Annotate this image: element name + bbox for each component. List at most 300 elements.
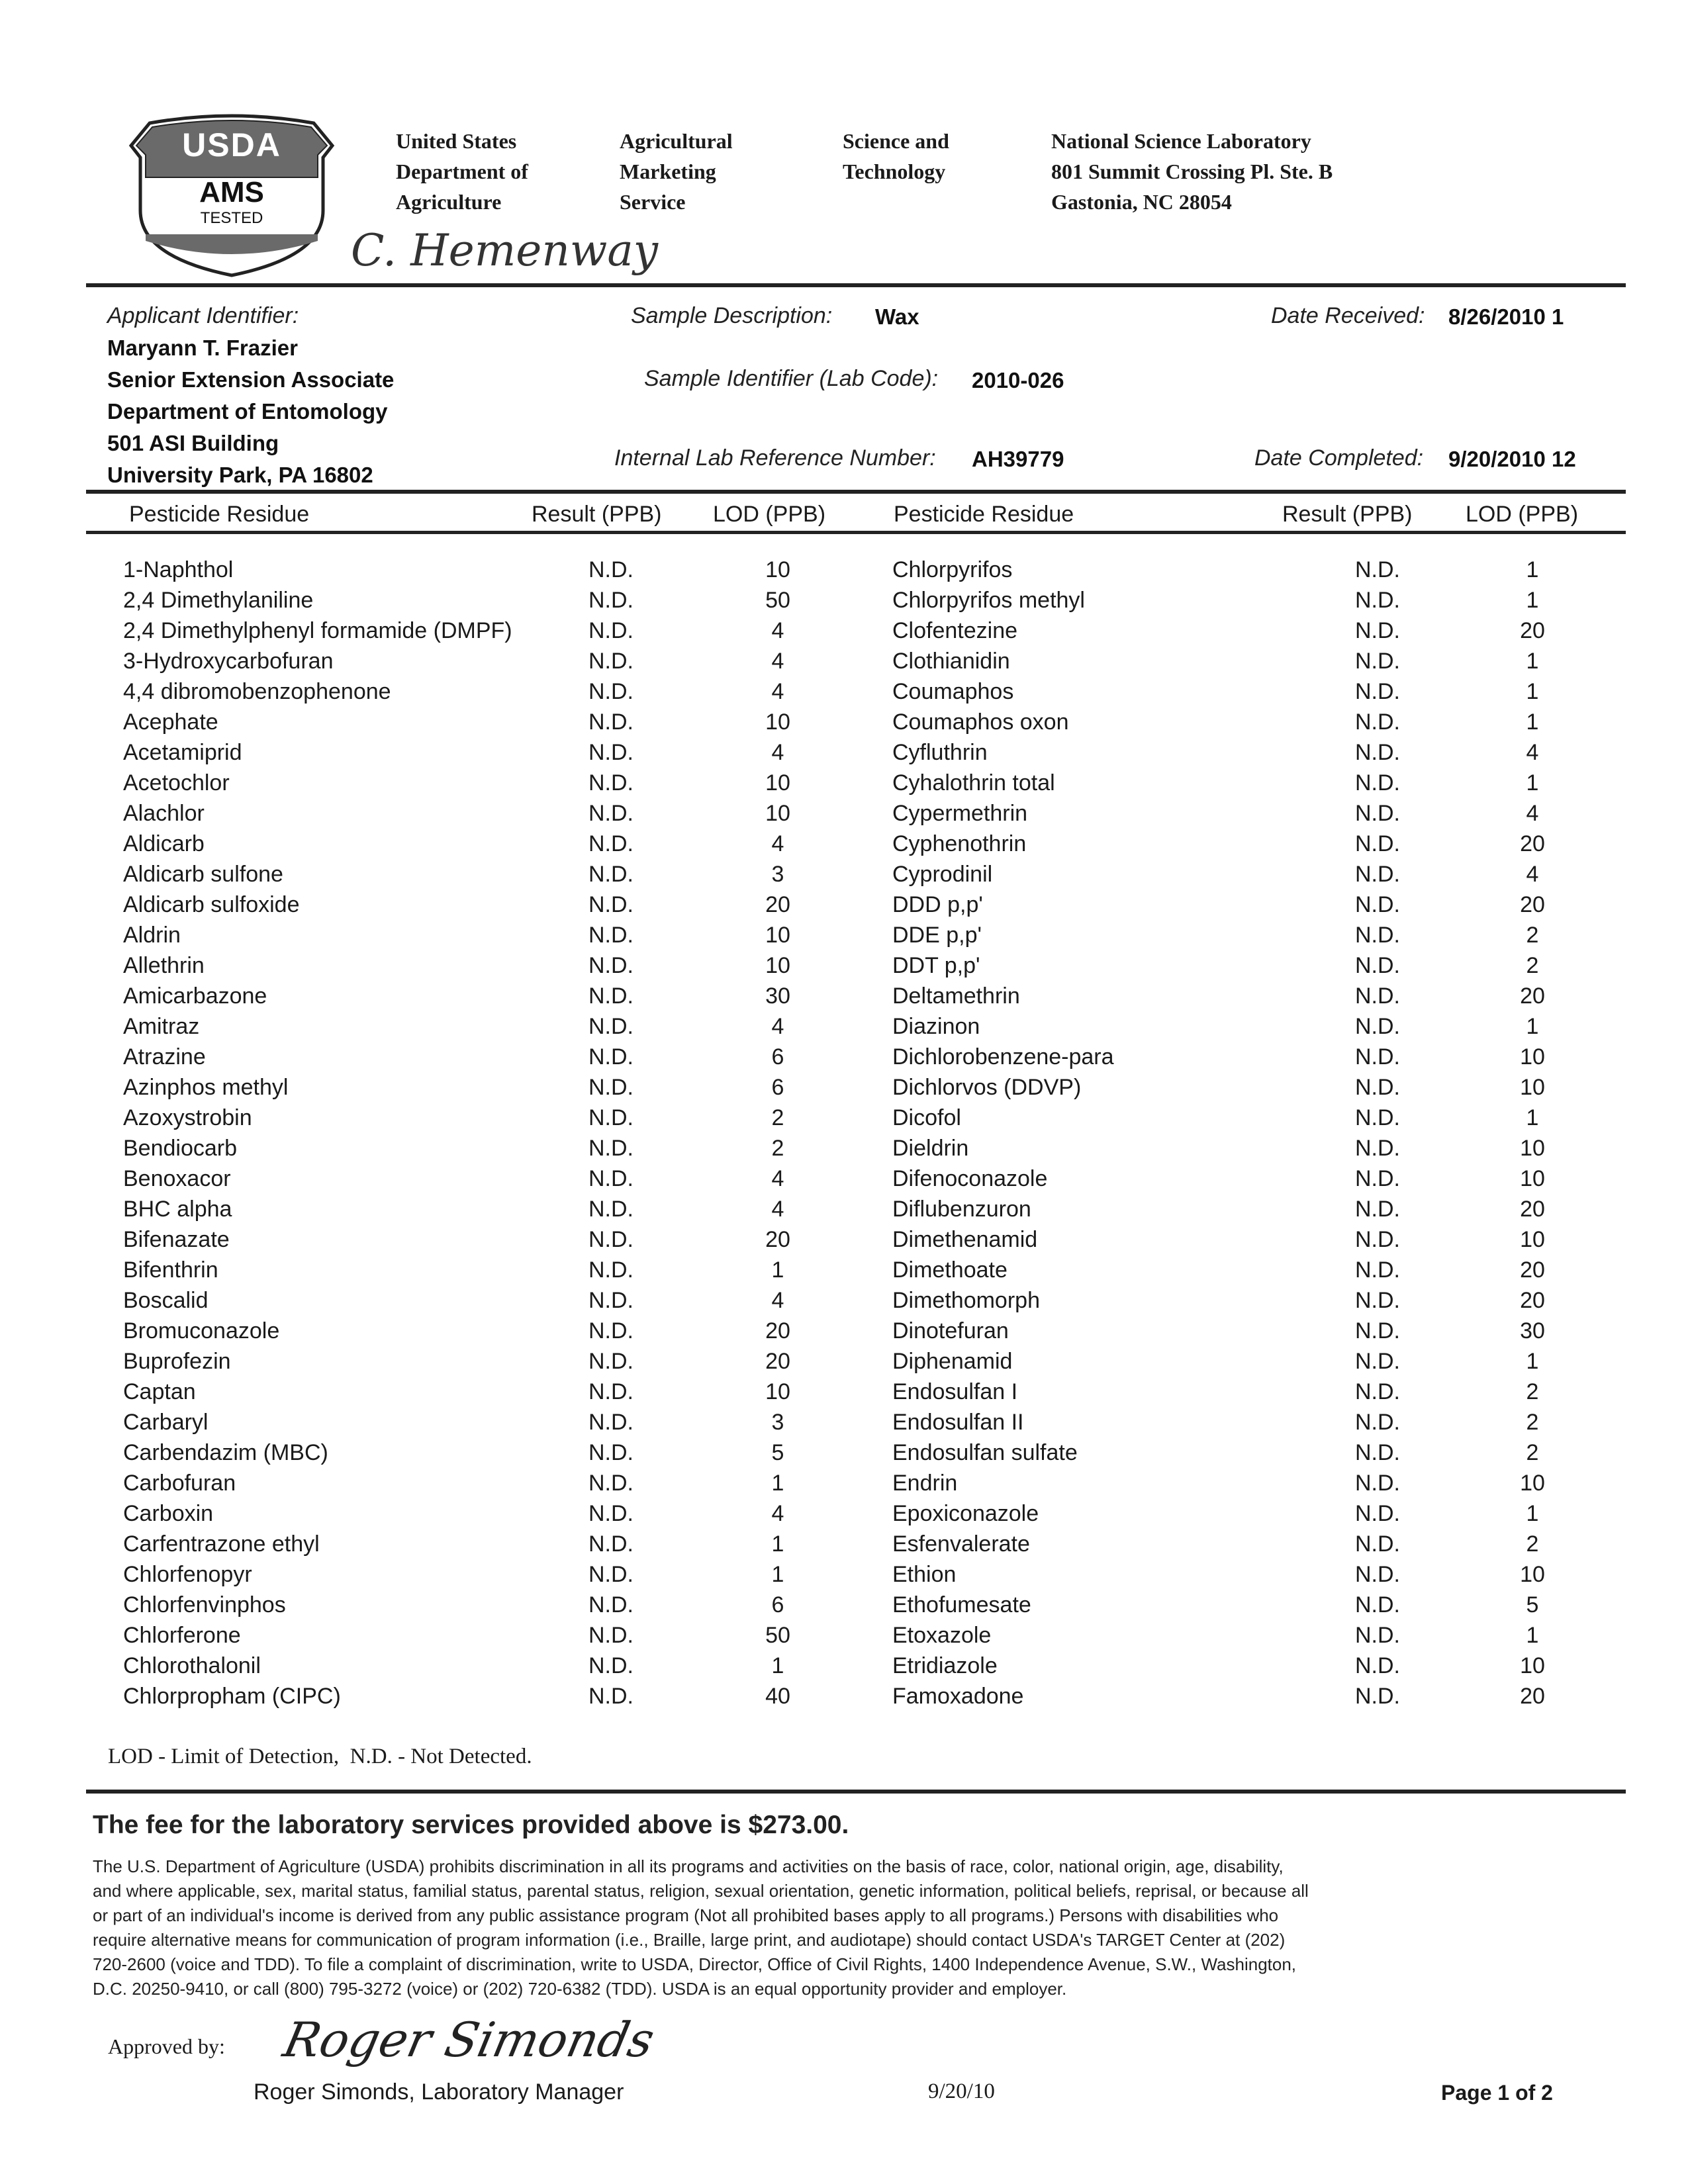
residue-lod: 10	[1520, 1136, 1545, 1161]
residue-name: Deltamethrin	[892, 983, 1020, 1009]
residue-result: N.D.	[1355, 1684, 1400, 1709]
residue-name: Alachlor	[123, 801, 205, 826]
date-received-value: 8/26/2010 1	[1448, 304, 1564, 329]
table-row	[0, 1346, 1688, 1377]
residue-lod: 1	[1526, 1105, 1539, 1130]
residue-result: N.D.	[588, 1684, 633, 1709]
table-row	[0, 1316, 1688, 1346]
residue-name: Dicofol	[892, 1105, 961, 1130]
disclaimer-line: The U.S. Department of Agriculture (USDA) prohibits discrimination in all its programs and activities on the basis of race, color, national origin, age, disability,	[93, 1856, 1284, 1876]
residue-result: N.D.	[1355, 831, 1400, 856]
residue-result: N.D.	[1355, 1379, 1400, 1404]
residue-name: Coumaphos oxon	[892, 709, 1069, 735]
residue-name: Atrazine	[123, 1044, 206, 1069]
residue-name: Ethofumesate	[892, 1592, 1031, 1617]
table-row	[0, 1224, 1688, 1255]
residue-name: DDT p,p'	[892, 953, 980, 978]
residue-lod: 2	[1526, 923, 1539, 948]
residue-result: N.D.	[588, 953, 633, 978]
residue-name: Cyfluthrin	[892, 740, 988, 765]
residue-result: N.D.	[1355, 1197, 1400, 1222]
residue-lod: 6	[771, 1075, 784, 1100]
agency-division: Science and Technology	[843, 129, 949, 183]
residue-result: N.D.	[588, 1044, 633, 1069]
residue-name: Bifenazate	[123, 1227, 230, 1252]
residue-name: Diphenamid	[892, 1349, 1013, 1374]
col-header-lod-right: LOD (PPB)	[1466, 502, 1579, 527]
residue-lod: 10	[765, 557, 790, 582]
residue-name: Aldicarb sulfone	[123, 862, 283, 887]
residue-lod: 5	[771, 1440, 784, 1465]
residue-lod: 6	[771, 1592, 784, 1617]
residue-lod: 1	[1526, 1501, 1539, 1526]
residue-lod: 20	[765, 1349, 790, 1374]
residue-result: N.D.	[1355, 770, 1400, 796]
residue-result: N.D.	[1355, 679, 1400, 704]
residue-result: N.D.	[588, 770, 633, 796]
residue-name: Carfentrazone ethyl	[123, 1531, 320, 1557]
residue-result: N.D.	[1355, 1471, 1400, 1496]
table-row	[0, 585, 1688, 615]
residue-result: N.D.	[1355, 1562, 1400, 1587]
residue-lod: 4	[771, 740, 784, 765]
residue-name: Chlorferone	[123, 1623, 241, 1648]
residue-lod: 4	[771, 649, 784, 674]
residue-result: N.D.	[588, 1653, 633, 1678]
table-row	[0, 1194, 1688, 1224]
residue-lod: 3	[771, 1410, 784, 1435]
applicant-city: University Park, PA 16802	[107, 463, 373, 487]
residue-lod: 1	[1526, 588, 1539, 613]
residue-lod: 10	[765, 1379, 790, 1404]
residue-lod: 4	[771, 1501, 784, 1526]
disclaimer-text	[93, 1854, 1615, 2001]
table-row	[0, 1590, 1688, 1620]
residue-lod: 20	[765, 1318, 790, 1343]
handwritten-signature: Roger Simonds	[279, 2012, 659, 2068]
table-row	[0, 859, 1688, 889]
residue-result: N.D.	[1355, 862, 1400, 887]
residue-name: Cyphenothrin	[892, 831, 1027, 856]
residue-name: Epoxiconazole	[892, 1501, 1039, 1526]
residue-result: N.D.	[1355, 740, 1400, 765]
residue-result: N.D.	[588, 1197, 633, 1222]
col-header-lod-left: LOD (PPB)	[713, 502, 826, 527]
residue-result: N.D.	[588, 740, 633, 765]
residue-name: Clothianidin	[892, 649, 1010, 674]
residue-name: Benoxacor	[123, 1166, 231, 1191]
disclaimer-line: and where applicable, sex, marital status, familial status, parental status, religion, sexual orientation, genetic information, political beliefs, reprisal, or because all	[93, 1881, 1309, 1901]
residue-name: Azinphos methyl	[123, 1075, 289, 1100]
table-row	[0, 707, 1688, 737]
residue-result: N.D.	[588, 1318, 633, 1343]
residue-lod: 30	[1520, 1318, 1545, 1343]
residue-name: Dinotefuran	[892, 1318, 1009, 1343]
residue-name: Endrin	[892, 1471, 958, 1496]
residue-result: N.D.	[588, 649, 633, 674]
residue-name: Dichlorobenzene-para	[892, 1044, 1114, 1069]
residue-name: Dieldrin	[892, 1136, 969, 1161]
residue-result: N.D.	[1355, 1623, 1400, 1648]
date-received-label: Date Received:	[1271, 303, 1425, 328]
residue-name: Cypermethrin	[892, 801, 1028, 826]
disclaimer-line: or part of an individual's income is derived from any public assistance program (Not all prohibited bases apply to all programs.) Persons with disabilities who	[93, 1905, 1279, 1925]
table-row	[0, 676, 1688, 707]
agency-department: United States Department of Agriculture	[396, 129, 528, 214]
table-row	[0, 1377, 1688, 1407]
residue-lod: 10	[1520, 1227, 1545, 1252]
logo-top-text: USDA	[182, 126, 281, 163]
residue-result: N.D.	[588, 709, 633, 735]
residue-result: N.D.	[588, 1288, 633, 1313]
residue-name: Clofentezine	[892, 618, 1018, 643]
residue-lod: 20	[765, 892, 790, 917]
residue-name: Dichlorvos (DDVP)	[892, 1075, 1082, 1100]
residue-name: 2,4 Dimethylphenyl formamide (DMPF)	[123, 618, 512, 643]
residue-lod: 2	[771, 1105, 784, 1130]
header-rule	[86, 283, 1626, 287]
residue-name: Cyhalothrin total	[892, 770, 1055, 796]
residue-lod: 10	[765, 953, 790, 978]
applicant-title: Senior Extension Associate	[107, 367, 395, 392]
table-row	[0, 798, 1688, 829]
residue-result: N.D.	[588, 1166, 633, 1191]
residue-lod: 4	[771, 1166, 784, 1191]
residue-result: N.D.	[1355, 709, 1400, 735]
residue-lod: 1	[771, 1531, 784, 1557]
residue-lod: 4	[771, 831, 784, 856]
approval-date: 9/20/10	[928, 2079, 995, 2103]
residue-name: Amitraz	[123, 1014, 200, 1039]
residue-result: N.D.	[588, 1440, 633, 1465]
residue-result: N.D.	[1355, 1075, 1400, 1100]
residue-lod: 4	[1526, 801, 1539, 826]
residue-result: N.D.	[588, 1227, 633, 1252]
residue-result: N.D.	[1355, 649, 1400, 674]
approved-by-label: Approved by:	[108, 2034, 225, 2058]
residue-lod: 20	[1520, 1288, 1545, 1313]
residue-lod: 50	[765, 588, 790, 613]
residue-lod: 3	[771, 862, 784, 887]
table-row	[0, 1498, 1688, 1529]
residue-result: N.D.	[1355, 1653, 1400, 1678]
col-header-residue-right: Pesticide Residue	[894, 502, 1074, 527]
residue-name: Dimethoate	[892, 1257, 1008, 1283]
disclaimer-line: require alternative means for communication of program information (i.e., Braille, large print, and audiotape) should contact USDA's TARGET Center at (202)	[93, 1930, 1286, 1950]
residue-name: Acetamiprid	[123, 740, 242, 765]
date-completed-value: 9/20/2010 12	[1448, 447, 1576, 471]
residue-lod: 10	[765, 923, 790, 948]
residue-lod: 20	[1520, 1197, 1545, 1222]
residue-name: Bendiocarb	[123, 1136, 238, 1161]
residue-result: N.D.	[1355, 1592, 1400, 1617]
applicant-name: Maryann T. Frazier	[107, 336, 298, 360]
agency-service: Agricultural Marketing Service	[620, 129, 733, 214]
residue-lod: 1	[1526, 649, 1539, 674]
residue-result: N.D.	[1355, 1014, 1400, 1039]
residue-lod: 10	[765, 801, 790, 826]
col-header-result-left: Result (PPB)	[532, 502, 662, 527]
residue-lod: 2	[1526, 1440, 1539, 1465]
table-row	[0, 1529, 1688, 1559]
residue-lod: 10	[1520, 1075, 1545, 1100]
lab-address-line-2: Gastonia, NC 28054	[1051, 190, 1232, 214]
table-row	[0, 737, 1688, 768]
residue-result: N.D.	[588, 588, 633, 613]
residue-result: N.D.	[588, 679, 633, 704]
residue-name: Dimethomorph	[892, 1288, 1040, 1313]
residue-lod: 4	[771, 1014, 784, 1039]
residue-name: Carbofuran	[123, 1471, 236, 1496]
residue-result: N.D.	[588, 892, 633, 917]
table-row	[0, 920, 1688, 950]
residue-result: N.D.	[1355, 1136, 1400, 1161]
residue-lod: 10	[765, 770, 790, 796]
residue-result: N.D.	[1355, 801, 1400, 826]
table-row	[0, 1163, 1688, 1194]
residue-name: Boscalid	[123, 1288, 209, 1313]
col-header-result-right: Result (PPB)	[1282, 502, 1413, 527]
residue-result: N.D.	[1355, 1349, 1400, 1374]
page-number: Page 1 of 2	[1441, 2081, 1553, 2105]
residue-lod: 4	[1526, 740, 1539, 765]
residue-name: Bromuconazole	[123, 1318, 280, 1343]
residue-result: N.D.	[1355, 557, 1400, 582]
residue-name: Buprofezin	[123, 1349, 231, 1374]
residue-result: N.D.	[588, 1623, 633, 1648]
residue-name: Chlorothalonil	[123, 1653, 261, 1678]
residue-result: N.D.	[1355, 1410, 1400, 1435]
logo-middle-text: AMS	[199, 176, 264, 208]
residue-name: Chlorpyrifos	[892, 557, 1013, 582]
table-row	[0, 1042, 1688, 1072]
applicant-building: 501 ASI Building	[107, 431, 279, 455]
residue-lod: 1	[771, 1562, 784, 1587]
residue-name: 2,4 Dimethylaniline	[123, 588, 314, 613]
residue-name: Allethrin	[123, 953, 205, 978]
residue-lod: 5	[1526, 1592, 1539, 1617]
residue-result: N.D.	[588, 831, 633, 856]
residue-result: N.D.	[588, 801, 633, 826]
sample-description-label: Sample Description:	[631, 303, 833, 328]
table-row	[0, 1133, 1688, 1163]
fee-statement: The fee for the laboratory services provided above is $273.00.	[93, 1811, 849, 1839]
residue-lod: 1	[1526, 1014, 1539, 1039]
residue-name: Famoxadone	[892, 1684, 1024, 1709]
table-row	[0, 1437, 1688, 1468]
residue-lod: 20	[1520, 1257, 1545, 1283]
residue-name: Coumaphos	[892, 679, 1014, 704]
residue-name: Acephate	[123, 709, 218, 735]
table-row	[0, 1285, 1688, 1316]
residue-name: Dimethenamid	[892, 1227, 1038, 1252]
table-row	[0, 1651, 1688, 1681]
residue-result: N.D.	[588, 1105, 633, 1130]
residue-lod: 2	[1526, 953, 1539, 978]
residue-result: N.D.	[1355, 953, 1400, 978]
residue-result: N.D.	[1355, 1227, 1400, 1252]
residue-result: N.D.	[588, 1471, 633, 1496]
residue-result: N.D.	[588, 1136, 633, 1161]
residue-lod: 1	[1526, 1623, 1539, 1648]
residue-result: N.D.	[1355, 1105, 1400, 1130]
residue-lod: 4	[1526, 862, 1539, 887]
residue-name: 4,4 dibromobenzophenone	[123, 679, 391, 704]
residue-name: Carboxin	[123, 1501, 214, 1526]
residue-result: N.D.	[588, 923, 633, 948]
table-row	[0, 555, 1688, 585]
residue-name: Bifenthrin	[123, 1257, 218, 1283]
residue-result: N.D.	[588, 1410, 633, 1435]
residue-name: Difenoconazole	[892, 1166, 1048, 1191]
handwritten-annotation: C. Hemenway	[351, 225, 658, 276]
residue-result: N.D.	[1355, 588, 1400, 613]
residue-lod: 1	[1526, 770, 1539, 796]
table-row	[0, 1559, 1688, 1590]
residue-result: N.D.	[588, 1075, 633, 1100]
residue-name: Carbaryl	[123, 1410, 209, 1435]
residue-name: 3-Hydroxycarbofuran	[123, 649, 334, 674]
applicant-identifier-label: Applicant Identifier:	[107, 303, 299, 328]
residue-lod: 1	[771, 1653, 784, 1678]
residue-result: N.D.	[588, 618, 633, 643]
residue-name: DDE p,p'	[892, 923, 982, 948]
residue-lod: 1	[1526, 709, 1539, 735]
residue-name: Chlorfenvinphos	[123, 1592, 286, 1617]
residue-name: Azoxystrobin	[123, 1105, 252, 1130]
residue-lod: 4	[771, 1288, 784, 1313]
residue-name: Diflubenzuron	[892, 1197, 1031, 1222]
residue-lod: 10	[1520, 1471, 1545, 1496]
residue-result: N.D.	[1355, 983, 1400, 1009]
residue-result: N.D.	[1355, 1166, 1400, 1191]
applicant-department: Department of Entomology	[107, 399, 388, 424]
residue-lod: 30	[765, 983, 790, 1009]
table-row	[0, 1468, 1688, 1498]
residue-lod: 20	[1520, 618, 1545, 643]
residue-result: N.D.	[1355, 1044, 1400, 1069]
residue-lod: 1	[1526, 557, 1539, 582]
residue-lod: 2	[1526, 1531, 1539, 1557]
residue-name: Esfenvalerate	[892, 1531, 1030, 1557]
table-row	[0, 1103, 1688, 1133]
residue-lod: 1	[771, 1471, 784, 1496]
residue-result: N.D.	[588, 862, 633, 887]
table-top-rule	[86, 490, 1626, 494]
residue-result: N.D.	[588, 1257, 633, 1283]
residue-lod: 10	[1520, 1562, 1545, 1587]
residue-lod: 10	[1520, 1653, 1545, 1678]
residue-name: Aldicarb sulfoxide	[123, 892, 300, 917]
residue-result: N.D.	[588, 1349, 633, 1374]
residue-name: DDD p,p'	[892, 892, 983, 917]
residue-result: N.D.	[1355, 1440, 1400, 1465]
internal-reference-label: Internal Lab Reference Number:	[614, 445, 936, 471]
residue-lod: 4	[771, 1197, 784, 1222]
table-row	[0, 1620, 1688, 1651]
residue-name: Aldrin	[123, 923, 181, 948]
residue-lod: 2	[1526, 1410, 1539, 1435]
residue-name: Aldicarb	[123, 831, 205, 856]
residue-result: N.D.	[1355, 1288, 1400, 1313]
residue-lod: 20	[1520, 831, 1545, 856]
residue-result: N.D.	[588, 557, 633, 582]
residue-name: Chlorpyrifos methyl	[892, 588, 1085, 613]
lab-name: National Science Laboratory	[1051, 129, 1311, 153]
residue-result: N.D.	[1355, 1257, 1400, 1283]
table-row	[0, 950, 1688, 981]
approver-name-title: Roger Simonds, Laboratory Manager	[254, 2079, 624, 2105]
residue-lod: 2	[771, 1136, 784, 1161]
residue-name: Amicarbazone	[123, 983, 267, 1009]
table-row	[0, 615, 1688, 646]
residue-result: N.D.	[1355, 892, 1400, 917]
residue-result: N.D.	[588, 1379, 633, 1404]
table-row	[0, 1255, 1688, 1285]
residue-result: N.D.	[1355, 1318, 1400, 1343]
residue-lod: 4	[771, 679, 784, 704]
table-row	[0, 768, 1688, 798]
residue-name: Cyprodinil	[892, 862, 993, 887]
residue-lod: 1	[771, 1257, 784, 1283]
residue-name: Ethion	[892, 1562, 957, 1587]
residue-result: N.D.	[1355, 923, 1400, 948]
residue-name: Endosulfan II	[892, 1410, 1024, 1435]
table-row	[0, 1407, 1688, 1437]
residue-name: Chlorfenopyr	[123, 1562, 252, 1587]
residue-name: Endosulfan I	[892, 1379, 1018, 1404]
residue-name: Chlorpropham (CIPC)	[123, 1684, 341, 1709]
sample-identifier-value: 2010-026	[972, 368, 1064, 392]
residue-result: N.D.	[588, 1014, 633, 1039]
residue-lod: 10	[1520, 1044, 1545, 1069]
residue-lod: 2	[1526, 1379, 1539, 1404]
residue-result: N.D.	[1355, 1501, 1400, 1526]
residue-lod: 20	[1520, 1684, 1545, 1709]
table-row	[0, 1011, 1688, 1042]
footer-rule	[86, 1790, 1626, 1794]
residue-lod: 1	[1526, 679, 1539, 704]
table-row	[0, 889, 1688, 920]
residue-result: N.D.	[588, 1592, 633, 1617]
residue-result: N.D.	[588, 1501, 633, 1526]
residue-name: Diazinon	[892, 1014, 980, 1039]
table-header-rule	[86, 531, 1626, 534]
usda-ams-logo	[120, 111, 343, 278]
lab-address-line-1: 801 Summit Crossing Pl. Ste. B	[1051, 159, 1333, 183]
residue-lod: 6	[771, 1044, 784, 1069]
residue-lod: 20	[1520, 892, 1545, 917]
residue-name: Etoxazole	[892, 1623, 992, 1648]
residue-lod: 1	[1526, 1349, 1539, 1374]
date-completed-label: Date Completed:	[1254, 445, 1424, 471]
residue-lod: 10	[765, 709, 790, 735]
residue-name: Etridiazole	[892, 1653, 998, 1678]
residue-name: Acetochlor	[123, 770, 230, 796]
table-row	[0, 1072, 1688, 1103]
disclaimer-line: D.C. 20250-9410, or call (800) 795-3272 (voice) or (202) 720-6382 (TDD). USDA is an equal opportunity provider and employer.	[93, 1979, 1067, 1999]
residue-lod: 10	[1520, 1166, 1545, 1191]
residue-lod: 50	[765, 1623, 790, 1648]
residue-name: Captan	[123, 1379, 196, 1404]
residue-name: Endosulfan sulfate	[892, 1440, 1078, 1465]
residue-name: BHC alpha	[123, 1197, 232, 1222]
logo-bottom-text: TESTED	[200, 209, 263, 227]
sample-description-value: Wax	[875, 304, 919, 329]
table-row	[0, 981, 1688, 1011]
col-header-residue-left: Pesticide Residue	[129, 502, 310, 527]
lod-footnote: LOD - Limit of Detection, N.D. - Not Detected.	[108, 1745, 532, 1768]
